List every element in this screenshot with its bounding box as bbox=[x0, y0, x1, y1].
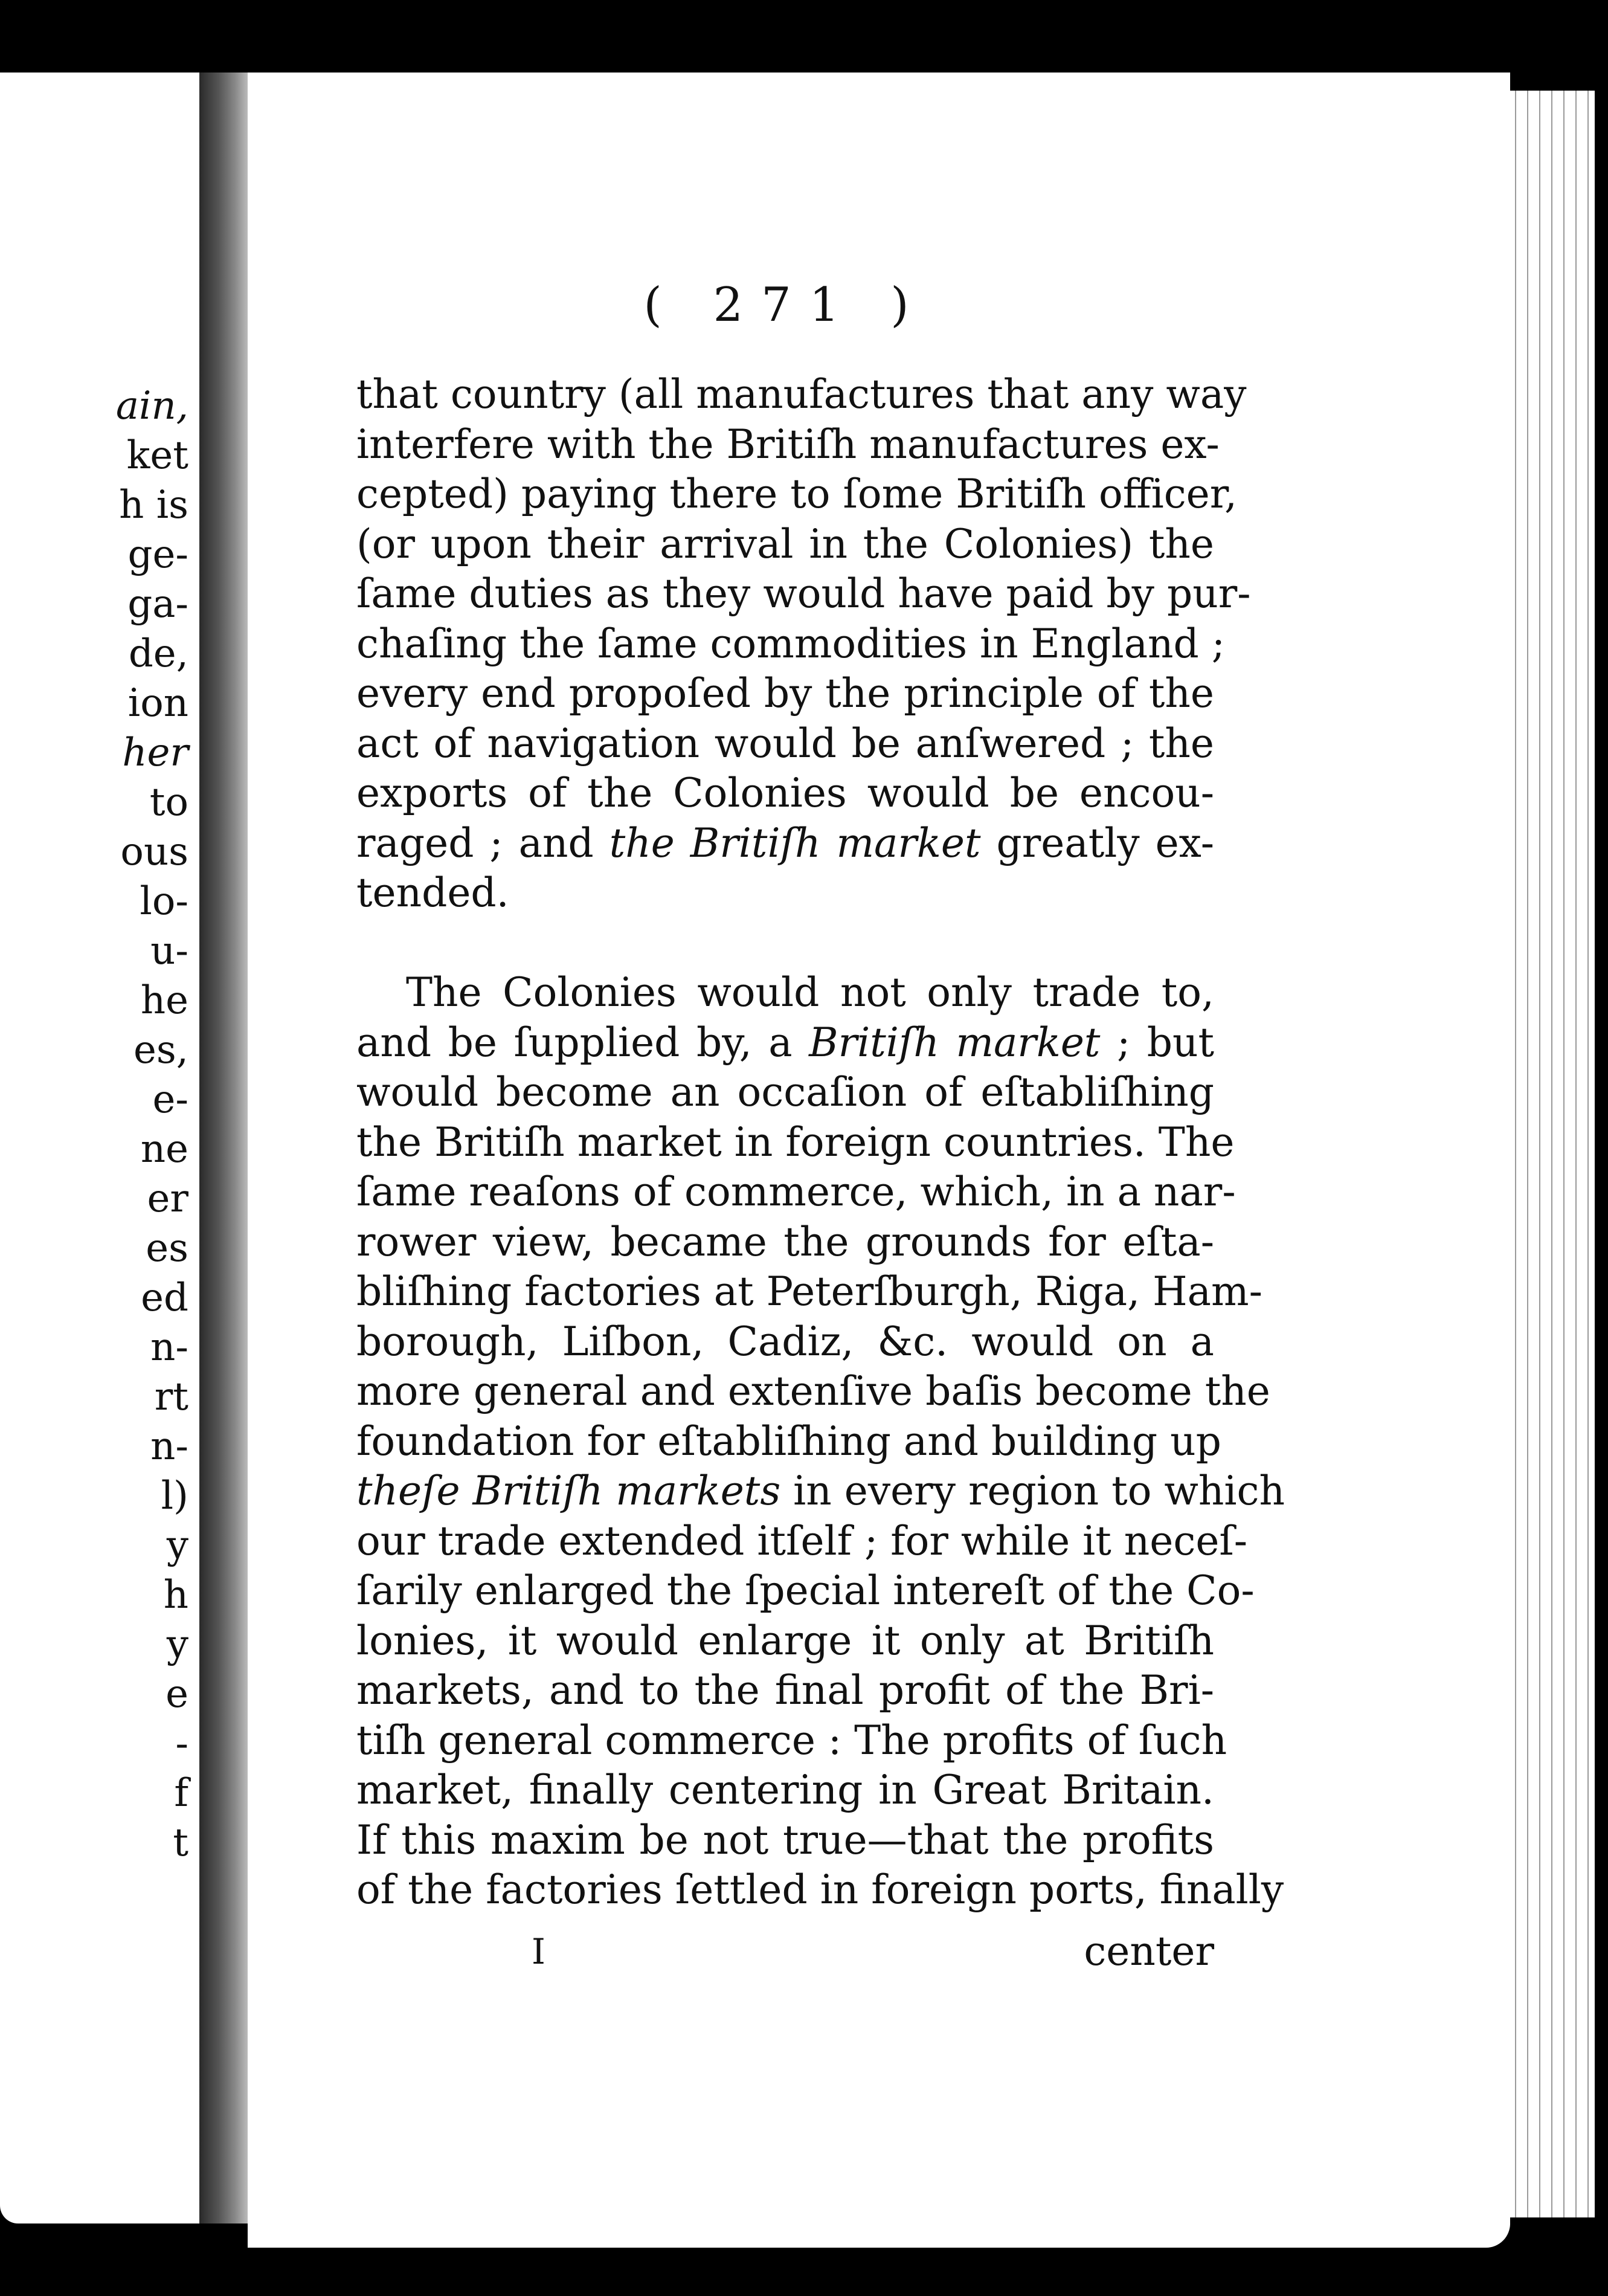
text-line: theſe Britiſh markets in every region to which bbox=[356, 1468, 1285, 1514]
text-line: (or upon their arrival in the Colonies) the bbox=[356, 520, 1214, 567]
text-line: interfere with the Britiſh manufactures ex- bbox=[356, 421, 1220, 468]
left-page-fragment: e- bbox=[152, 1077, 188, 1122]
text-line: that country (all manufactures that any way bbox=[356, 371, 1247, 418]
text-line: raged ; and the Britiſh market greatly ex- bbox=[356, 819, 1214, 866]
body-text bbox=[356, 370, 1285, 1915]
left-page-fragment: her bbox=[122, 730, 188, 775]
text-line: borough, Liſbon, Cadiz, &c. would on a bbox=[356, 1318, 1214, 1365]
left-page-fragment: ket bbox=[126, 433, 188, 478]
text-line: our trade extended itſelf ; for while it neceſ- bbox=[356, 1517, 1248, 1564]
text-line: foundation for eſtabliſhing and building up bbox=[356, 1417, 1221, 1465]
left-page-fragment: h bbox=[163, 1573, 188, 1617]
paragraph-1 bbox=[356, 370, 1251, 918]
text-line: act of navigation would be anſwered ; the bbox=[356, 720, 1214, 767]
left-page-fragment: de, bbox=[128, 631, 188, 676]
left-page-fragment: f bbox=[174, 1771, 188, 1816]
left-page-fragment: n- bbox=[150, 1325, 188, 1370]
left-page-fragment: to bbox=[149, 780, 188, 825]
left-page-fragment: ne bbox=[140, 1127, 188, 1172]
text-line: bliſhing factories at Peterſburgh, Riga, Ham- bbox=[356, 1268, 1262, 1315]
text-line: more general and extenſive baſis become the bbox=[356, 1368, 1270, 1414]
text-line: ſame duties as they would have paid by pur- bbox=[356, 570, 1251, 617]
text-line: rower view, became the grounds for eſta- bbox=[356, 1218, 1214, 1265]
left-page-fragment: h is bbox=[119, 483, 188, 527]
text-line: ſarily enlarged the ſpecial intereſt of the Co- bbox=[356, 1567, 1255, 1614]
left-page-fragment: - bbox=[175, 1721, 188, 1766]
left-page-fragment: y bbox=[166, 1622, 188, 1667]
left-page-fragment: es bbox=[146, 1226, 188, 1271]
left-page-fragment: e bbox=[166, 1672, 188, 1717]
left-page-fragment: t bbox=[173, 1820, 188, 1865]
text-line: market, finally centering in Great Britain. bbox=[356, 1767, 1214, 1813]
left-page-fragment: ga- bbox=[127, 582, 188, 627]
text-line: The Colonies would not only trade to, bbox=[406, 969, 1214, 1016]
left-page-text-fragments bbox=[0, 73, 199, 2223]
left-page-fragment: l) bbox=[161, 1474, 188, 1518]
text-line: tended. bbox=[356, 869, 509, 916]
text-line: lonies, it would enlarge it only at Britiſh bbox=[356, 1617, 1214, 1664]
text-line: tiſh general commerce : The profits of ſuch bbox=[356, 1717, 1227, 1764]
text-line: chaſing the ſame commodities in England ; bbox=[356, 620, 1226, 667]
left-page-fragment: es, bbox=[133, 1028, 188, 1072]
left-page-fragment: ous bbox=[120, 830, 188, 874]
text-line: and be ſupplied by, a Britiſh market ; but bbox=[356, 1019, 1214, 1066]
left-page-fragment: n- bbox=[150, 1424, 188, 1469]
book-gutter bbox=[199, 73, 248, 2223]
left-page-fragment: ain, bbox=[115, 384, 188, 428]
left-page-fragment: he bbox=[140, 978, 188, 1023]
text-line: If this maxim be not true—that the profits bbox=[356, 1816, 1214, 1863]
left-page-fragment: ion bbox=[127, 681, 188, 726]
text-line: would become an occaſion of eſtabliſhing bbox=[356, 1069, 1214, 1115]
left-page-fragment: ed bbox=[141, 1275, 188, 1320]
text-line: cepted) paying there to ſome Britiſh officer, bbox=[356, 471, 1237, 517]
text-line: the Britiſh market in foreign countries. The bbox=[356, 1118, 1235, 1166]
paragraph-2 bbox=[356, 968, 1285, 1915]
catchword: center bbox=[1084, 1928, 1214, 1975]
text-line: of the factories ſettled in foreign ports, finally bbox=[356, 1866, 1284, 1913]
left-page-fragment: u- bbox=[150, 929, 188, 973]
left-page-fragment: lo- bbox=[140, 879, 188, 924]
left-page-fragment: ge- bbox=[127, 532, 188, 577]
page-edges bbox=[1510, 91, 1595, 2217]
left-page-fragment: y bbox=[166, 1523, 188, 1568]
left-facing-page bbox=[0, 73, 199, 2223]
text-line: every end propoſed by the principle of the bbox=[356, 670, 1214, 717]
signature-mark: I bbox=[532, 1931, 545, 1972]
left-page-fragment: er bbox=[147, 1176, 188, 1221]
page-number: ( 271 ) bbox=[643, 278, 927, 332]
text-line: markets, and to the final profit of the Bri- bbox=[356, 1667, 1214, 1714]
text-line: exports of the Colonies would be encou- bbox=[356, 770, 1214, 816]
text-line: ſame reaſons of commerce, which, in a nar- bbox=[356, 1169, 1236, 1215]
page-footer bbox=[356, 1927, 1214, 1976]
paragraph-gap bbox=[356, 918, 1214, 969]
left-page-fragment: rt bbox=[154, 1375, 188, 1419]
